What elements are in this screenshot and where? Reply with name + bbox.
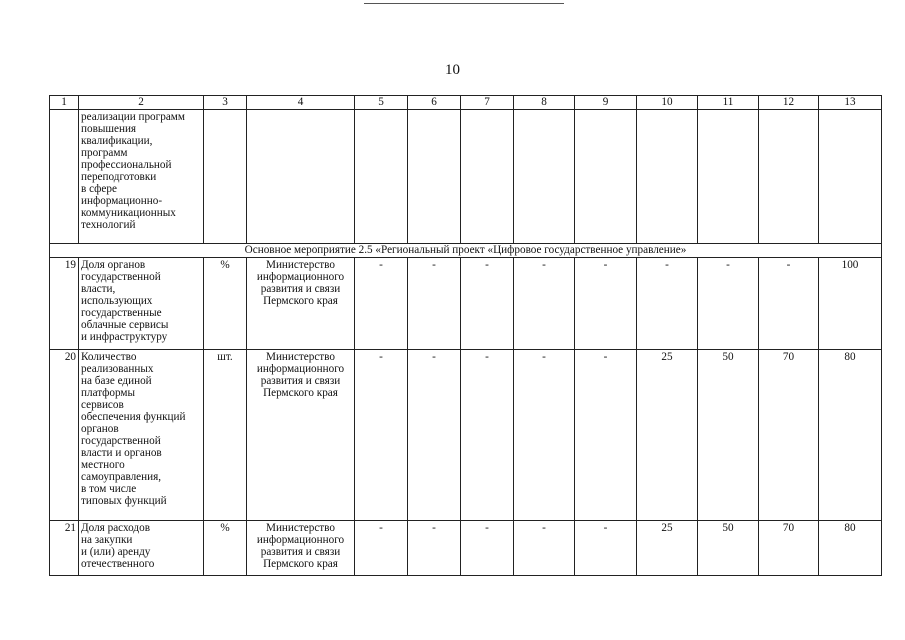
value-cell: - <box>514 521 575 576</box>
value-cell: 25 <box>637 521 698 576</box>
indicator-name-cell: реализации программ повышения квалификации, программ профессиональной переподготовки в сфере информационно- коммуникационных технологий <box>79 110 204 244</box>
value-cell: 70 <box>759 350 819 521</box>
value-cell: - <box>575 350 637 521</box>
value-cell: 80 <box>819 350 882 521</box>
value-cell <box>637 110 698 244</box>
header-cell: 6 <box>408 96 461 110</box>
header-cell: 2 <box>79 96 204 110</box>
value-cell <box>461 110 514 244</box>
value-cell: - <box>408 521 461 576</box>
table-row <box>50 521 882 576</box>
value-cell <box>698 110 759 244</box>
header-cell: 5 <box>355 96 408 110</box>
responsible-cell: Министерство информационного развития и связи Пермского края <box>247 350 355 521</box>
value-cell <box>514 110 575 244</box>
unit-cell: % <box>204 258 247 350</box>
value-cell <box>759 110 819 244</box>
indicator-name-cell: Доля расходов на закупки и (или) аренду отечественного <box>79 521 204 576</box>
value-cell: - <box>355 258 408 350</box>
value-cell: 50 <box>698 350 759 521</box>
value-cell: - <box>355 350 408 521</box>
header-cell: 1 <box>50 96 79 110</box>
row-number-cell <box>50 110 79 244</box>
value-cell: - <box>408 350 461 521</box>
responsible-cell: Министерство информационного развития и связи Пермского края <box>247 258 355 350</box>
indicator-name-cell: Доля органов государственной власти, использующих государственные облачные сервисы и инфраструктуру <box>79 258 204 350</box>
value-cell: - <box>514 350 575 521</box>
indicator-name-cell: Количество реализованных на базе единой платформы сервисов обеспечения функций органов государственной власти и органов местного самоуправления, в том числе типовых функций <box>79 350 204 521</box>
value-cell: - <box>514 258 575 350</box>
header-cell: 10 <box>637 96 698 110</box>
header-cell: 8 <box>514 96 575 110</box>
value-cell <box>575 110 637 244</box>
page-number: 10 <box>445 62 460 78</box>
value-cell: - <box>355 521 408 576</box>
unit-cell: шт. <box>204 350 247 521</box>
table-row-continuation <box>50 110 882 244</box>
value-cell: 50 <box>698 521 759 576</box>
unit-cell <box>204 110 247 244</box>
unit-cell: % <box>204 521 247 576</box>
header-cell: 4 <box>247 96 355 110</box>
header-cell: 12 <box>759 96 819 110</box>
responsible-cell: Министерство информационного развития и связи Пермского края <box>247 521 355 576</box>
value-cell: 70 <box>759 521 819 576</box>
indicators-table <box>49 95 882 576</box>
value-cell: 80 <box>819 521 882 576</box>
value-cell: - <box>575 521 637 576</box>
value-cell: - <box>698 258 759 350</box>
value-cell: - <box>759 258 819 350</box>
table-row <box>50 258 882 350</box>
row-number-cell: 21 <box>50 521 79 576</box>
value-cell: - <box>461 521 514 576</box>
table-row <box>50 350 882 521</box>
section-title: Основное мероприятие 2.5 «Региональный проект «Цифровое государственное управление» <box>50 244 882 258</box>
responsible-cell <box>247 110 355 244</box>
header-cell: 3 <box>204 96 247 110</box>
value-cell: - <box>461 258 514 350</box>
top-border-line <box>364 3 564 4</box>
value-cell: - <box>408 258 461 350</box>
value-cell: 25 <box>637 350 698 521</box>
header-row <box>50 96 882 110</box>
header-cell: 13 <box>819 96 882 110</box>
value-cell: - <box>637 258 698 350</box>
header-cell: 7 <box>461 96 514 110</box>
section-row <box>50 244 882 258</box>
row-number-cell: 20 <box>50 350 79 521</box>
row-number-cell: 19 <box>50 258 79 350</box>
header-cell: 11 <box>698 96 759 110</box>
value-cell: - <box>575 258 637 350</box>
value-cell <box>408 110 461 244</box>
header-cell: 9 <box>575 96 637 110</box>
value-cell: - <box>461 350 514 521</box>
value-cell <box>819 110 882 244</box>
value-cell: 100 <box>819 258 882 350</box>
value-cell <box>355 110 408 244</box>
